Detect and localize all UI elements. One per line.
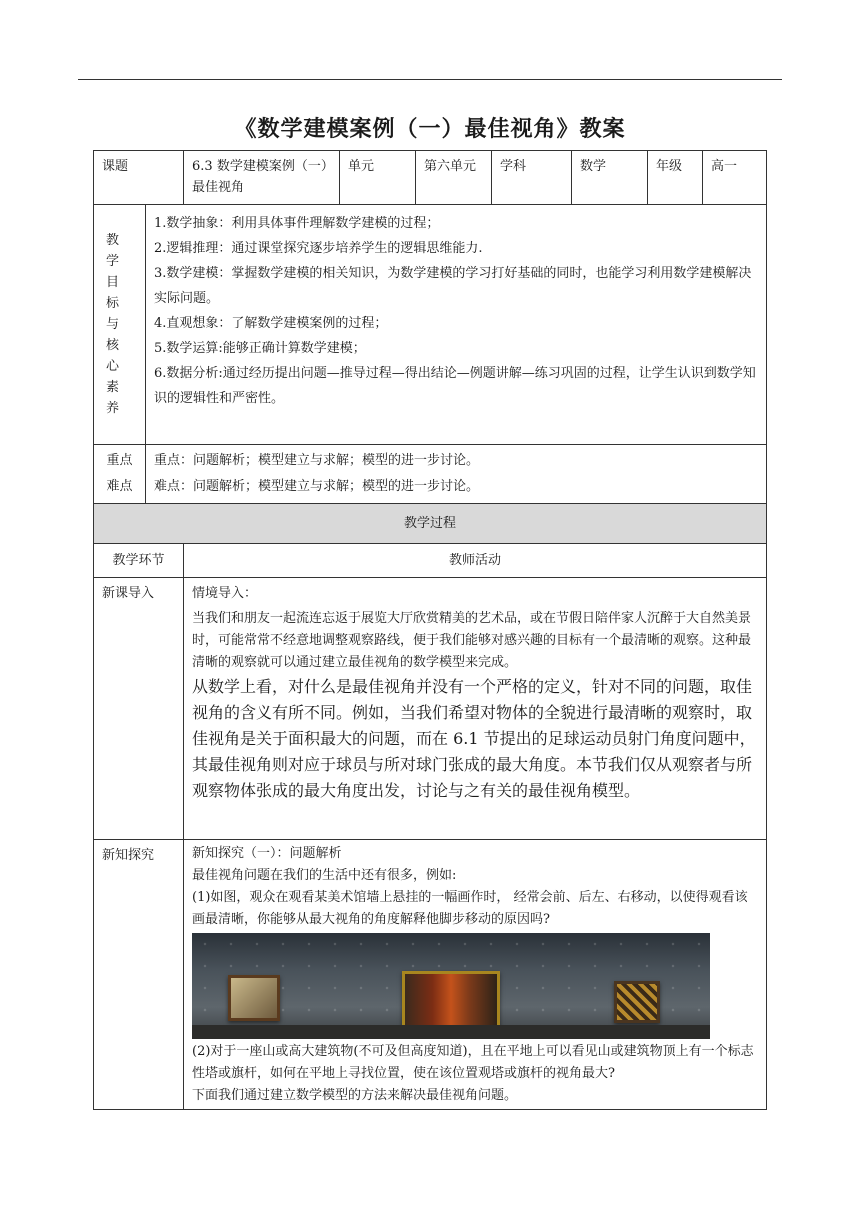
gallery-photo (192, 933, 710, 1039)
grade-value: 高一 (703, 151, 767, 205)
subject-value: 数学 (572, 151, 648, 205)
goals-label (94, 205, 146, 445)
intro-para-1-wrap (192, 608, 758, 674)
key-text: 重点：问题解析；模型建立与求解；模型的进一步讨论。 (154, 453, 480, 468)
grade-label: 年级 (648, 151, 703, 205)
goal-item: 5.数学运算:能够正确计算数学建模； (154, 341, 366, 356)
explore-content (184, 840, 767, 1110)
explore-line-1: 最佳视角问题在我们的生活中还有很多，例如: (192, 868, 457, 883)
unit-label: 单元 (340, 151, 416, 205)
goals-row (94, 205, 767, 445)
top-rule (78, 79, 782, 80)
intro-stage: 新课导入 (94, 578, 184, 840)
difficult-label: 难点 (106, 479, 133, 494)
painting-center (402, 971, 500, 1033)
explore-item-1: (1)如图，观众在观看某美术馆墙上悬挂的一幅画作时， 经常会前、后左、右移动，以使得观看该画最清晰，你能够从最大视角的角度解释他脚步移动的原因吗? (192, 890, 748, 927)
intro-row (94, 578, 767, 840)
keypoints-label (94, 445, 146, 504)
header-row (94, 151, 767, 205)
process-header: 教学过程 (94, 504, 767, 544)
explore-row (94, 840, 767, 1110)
difficult-text: 难点：问题解析；模型建立与求解；模型的进一步讨论。 (154, 479, 480, 494)
keypoints-row (94, 445, 767, 504)
column-header-row (94, 544, 767, 578)
goal-item: 1.数学抽象：利用具体事件理解数学建模的过程； (154, 216, 440, 231)
intro-para-1: 当我们和朋友一起流连忘返于展览大厅欣赏精美的艺术品，或在节假日陪伴家人沉醉于大自然美景时，可能常常不经意地调整观察路线，便于我们能够对感兴趣的目标有一个最清晰的观察。这种最清晰的观察就可以通过建立最佳视角的数学模型来完成。 (192, 611, 752, 670)
subject-label: 学科 (492, 151, 572, 205)
process-header-row (94, 504, 767, 544)
teacher-column-header: 教师活动 (184, 544, 767, 578)
explore-line-last: 下面我们通过建立数学模型的方法来解决最佳视角问题。 (192, 1088, 518, 1103)
painting-right (614, 981, 660, 1023)
gallery-floor (192, 1025, 710, 1039)
goals-label-text: 教学目标与核心素养 (105, 233, 133, 416)
unit-value: 第六单元 (416, 151, 492, 205)
lesson-label: 课题 (94, 151, 184, 205)
explore-stage: 新知探究 (94, 840, 184, 1110)
goal-item: 3.数学建模：掌握数学建模的相关知识，为数学建模的学习打好基础的同时，也能学习利用数学建模解决实际问题。 (154, 266, 752, 306)
lesson-value: 6.3 数学建模案例（一）最佳视角 (184, 151, 340, 205)
stage-column-header: 教学环节 (94, 544, 184, 578)
intro-heading: 情境导入： (192, 586, 258, 601)
key-label: 重点 (106, 453, 133, 468)
keypoints-content (146, 445, 767, 504)
goal-item: 6.数据分析:通过经历提出问题—推导过程—得出结论—例题讲解—练习巩固的过程，让学生认识到数学知识的逻辑性和严密性。 (154, 366, 756, 406)
explore-heading: 新知探究（一）：问题解析 (192, 846, 342, 861)
intro-para-2: 从数学上看，对什么是最佳视角并没有一个严格的定义，针对不同的问题，取佳视角的含义有所不同。例如，当我们希望对物体的全貌进行最清晰的观察时，取佳视角是关于面积最大的问题，而在 6.1 节提出的足球运动员射门角度问题中，其最佳视角则对应于球员与所对球门张成的最大角度。本节我们仅从观察者与所观察物体张成的最大角度出发，讨论与之有关的最佳视角模型。 (192, 677, 756, 800)
lesson-plan-table (93, 150, 767, 1110)
goals-content (146, 205, 767, 445)
intro-content (184, 578, 767, 840)
goal-item: 4.直观想象：了解数学建模案例的过程； (154, 316, 388, 331)
page-title: 《数学建模案例（一）最佳视角》教案 (234, 117, 626, 142)
intro-para-2-wrap (192, 674, 758, 804)
goal-item: 2.逻辑推理：通过课堂探究逐步培养学生的逻辑思维能力. (154, 241, 483, 256)
painting-left (228, 975, 280, 1021)
explore-item-2: (2)对于一座山或高大建筑物(不可及但高度知道)，且在平地上可以看见山或建筑物顶上有一个标志性塔或旗杆，如何在平地上寻找位置，使在该位置观塔或旗杆的视角最大? (192, 1044, 754, 1081)
